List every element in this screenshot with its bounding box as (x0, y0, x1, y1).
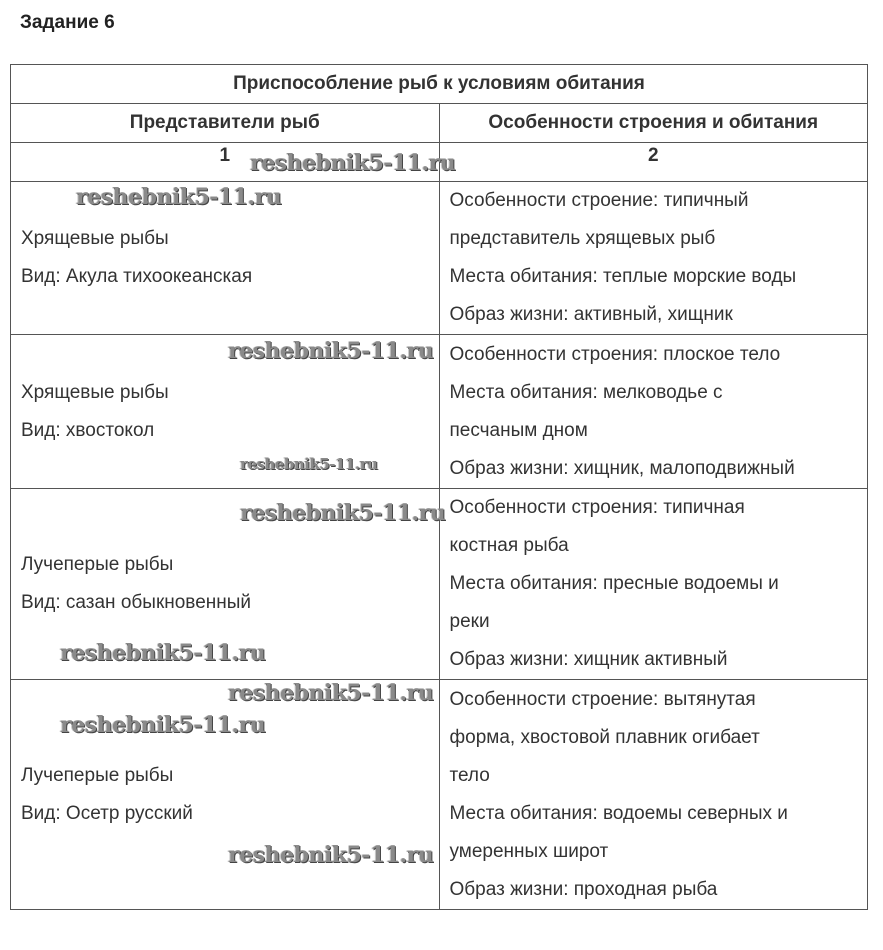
watermark: reshebnik5-11.ru (228, 842, 434, 868)
column-number-2-cell (439, 143, 868, 182)
header-features: Особенности строения и обитания (439, 104, 868, 143)
cell-line: Особенности строение: вытянутая (449, 688, 756, 710)
cell-line: умеренных широт (449, 840, 609, 862)
cell-line: Вид: сазан обыкновенный (21, 592, 252, 613)
cell-line: песчаным дном (449, 419, 588, 441)
cell-line: Вид: Акула тихоокеанская (21, 266, 253, 287)
cell-line: Особенности строения: плоское тело (449, 343, 781, 365)
cell-line: Хрящевые рыбы (21, 228, 169, 249)
cell-line: Места обитания: водоемы северных и (449, 802, 788, 824)
cell-line: Лучеперые рыбы (21, 764, 174, 786)
table-title: Приспособление рыб к условиям обитания (11, 65, 868, 104)
cell-line: Места обитания: пресные водоемы и (449, 573, 779, 594)
cell-line: Образ жизни: проходная рыба (449, 878, 718, 900)
fish-features-cell (439, 680, 868, 910)
cell-line: Вид: хвостокол (21, 419, 155, 441)
watermark: reshebnik5-11.ru (76, 184, 282, 210)
fish-features-cell (439, 182, 868, 335)
watermark: reshebnik5-11.ru (240, 500, 446, 526)
watermark: reshebnik5-11.ru (60, 712, 266, 738)
cell-line: Особенности строения: типичная (449, 497, 745, 518)
cell-line: представитель хрящевых рыб (449, 228, 716, 249)
cell-line: Места обитания: теплые морские воды (449, 266, 797, 287)
column-number-2: 2 (647, 145, 659, 166)
table-row (11, 335, 868, 489)
cell-line: Лучеперые рыбы (21, 554, 174, 575)
cell-line: Особенности строение: типичный (449, 190, 749, 211)
fish-features-cell (439, 335, 868, 489)
cell-line: реки (449, 611, 490, 632)
cell-line: Образ жизни: активный, хищник (449, 304, 733, 325)
cell-line: Образ жизни: хищник, малоподвижный (449, 457, 795, 479)
watermark: reshebnik5-11.ru (250, 150, 456, 176)
column-number-1: 1 (219, 145, 231, 166)
watermark: reshebnik5-11.ru (228, 338, 434, 364)
watermark: reshebnik5-11.ru (60, 640, 266, 666)
table-body (11, 182, 868, 910)
watermark: reshebnik5-11.ru (228, 680, 434, 706)
cell-line: Вид: Осетр русский (21, 802, 193, 824)
cell-line: Образ жизни: хищник активный (449, 649, 728, 670)
cell-line: Хрящевые рыбы (21, 381, 169, 403)
cell-line: форма, хвостовой плавник огибает (449, 726, 760, 748)
cell-line: костная рыба (449, 535, 569, 556)
fish-features-cell (439, 489, 868, 680)
cell-line: тело (449, 764, 490, 786)
watermark: reshebnik5-11.ru (240, 455, 378, 473)
cell-line: Места обитания: мелководье с (449, 381, 723, 403)
header-representatives: Представители рыб (11, 104, 440, 143)
task-title: Задание 6 (20, 12, 115, 33)
